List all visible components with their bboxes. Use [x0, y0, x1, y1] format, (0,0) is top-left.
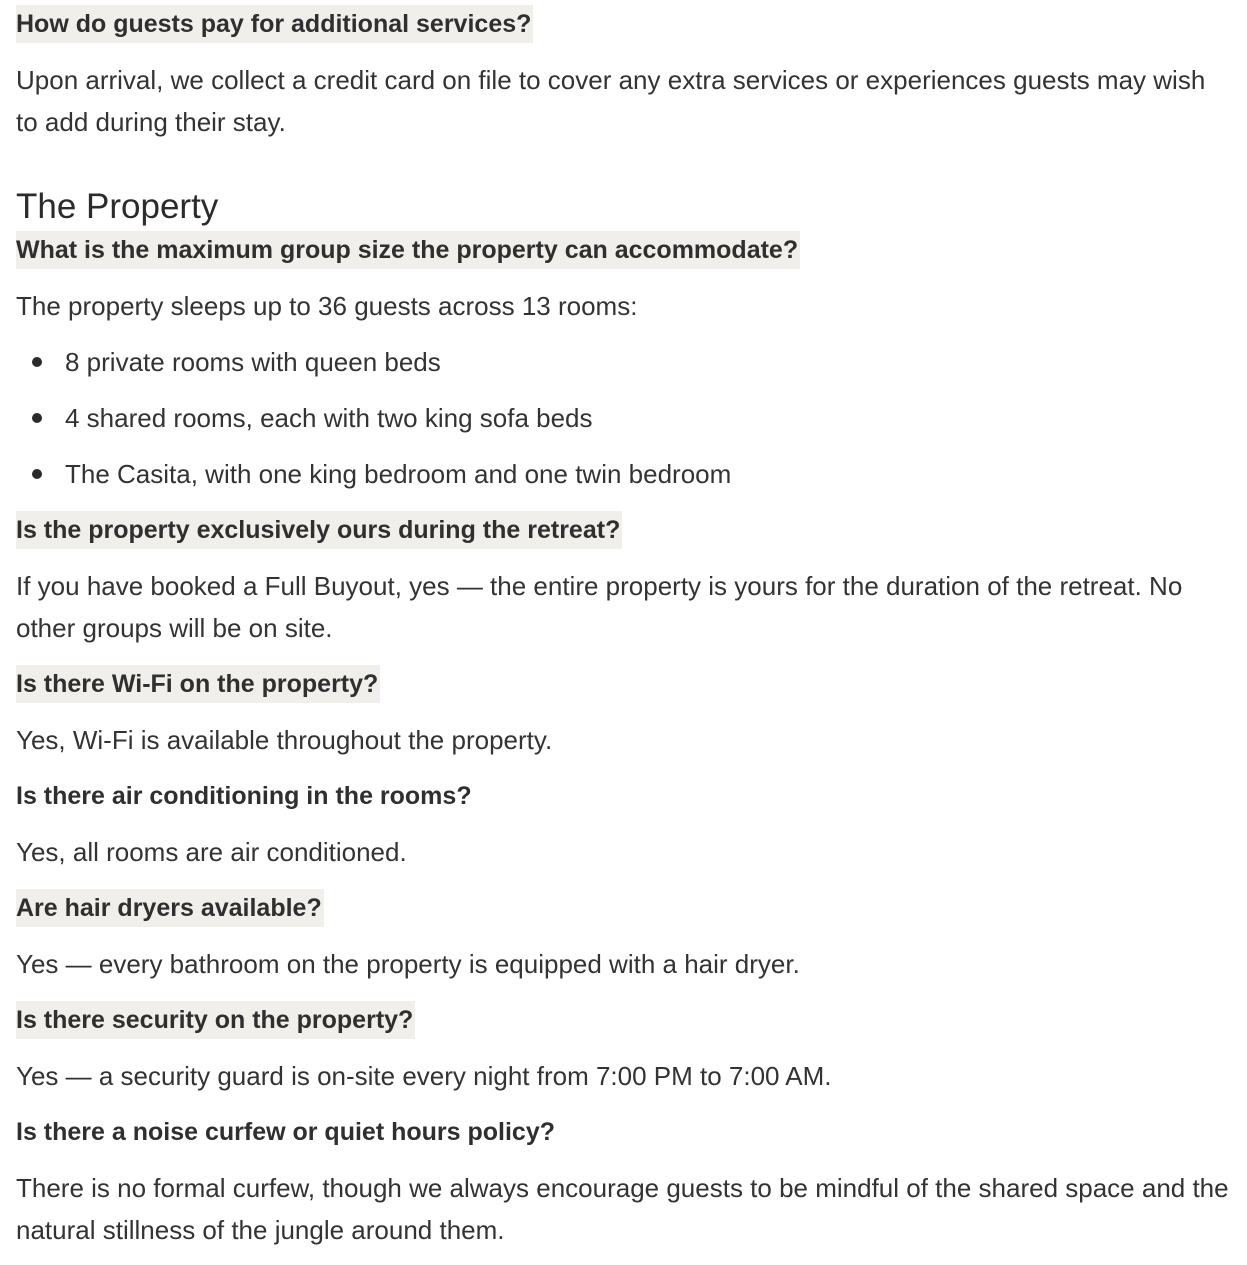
- faq-question-row: [16, 663, 1231, 705]
- list-item-text: 4 shared rooms, each with two king sofa beds: [65, 403, 593, 433]
- faq-question-noise: Is there a noise curfew or quiet hours policy?: [16, 1118, 556, 1146]
- faq-answer-group-size: The property sleeps up to 36 guests across 13 rooms:: [16, 291, 638, 321]
- faq-answer-exclusive: If you have booked a Full Buyout, yes — the entire property is yours for the duration of the retreat. No other groups will be on site.: [16, 571, 1183, 643]
- rooms-list: [16, 341, 1231, 495]
- faq-question-row: [16, 999, 1231, 1041]
- bullet-icon: [32, 357, 42, 367]
- faq-question-payment: How do guests pay for additional services?: [16, 5, 533, 43]
- faq-question-row: [16, 229, 1231, 271]
- list-item: [16, 397, 1231, 439]
- faq-question-exclusive: Is the property exclusively ours during the retreat?: [16, 511, 622, 549]
- faq-question-ac: Is there air conditioning in the rooms?: [16, 782, 472, 810]
- list-item: [16, 341, 1231, 383]
- list-item: [16, 453, 1231, 495]
- list-item-text: The Casita, with one king bedroom and one twin bedroom: [65, 459, 732, 489]
- faq-question-group-size: What is the maximum group size the property can accommodate?: [16, 231, 800, 269]
- faq-answer-security: Yes — a security guard is on-site every night from 7:00 PM to 7:00 AM.: [16, 1061, 832, 1091]
- faq-answer-wifi: Yes, Wi-Fi is available throughout the property.: [16, 725, 553, 755]
- faq-question-row: [16, 1111, 1231, 1153]
- faq-answer-ac: Yes, all rooms are air conditioned.: [16, 837, 407, 867]
- faq-answer-noise: There is no formal curfew, though we always encourage guests to be mindful of the shared space and the natural stillness of the jungle around them.: [16, 1173, 1229, 1245]
- faq-question-security: Is there security on the property?: [16, 1001, 415, 1039]
- bullet-icon: [32, 413, 42, 423]
- list-item-text: 8 private rooms with queen beds: [65, 347, 441, 377]
- faq-question-row: [16, 3, 1231, 45]
- faq-question-row: [16, 775, 1231, 817]
- faq-question-wifi: Is there Wi-Fi on the property?: [16, 665, 380, 703]
- faq-answer-payment: Upon arrival, we collect a credit card on file to cover any extra services or experiences guests may wish to add during their stay.: [16, 65, 1206, 137]
- bullet-icon: [32, 469, 42, 479]
- section-title: The Property: [16, 187, 219, 226]
- faq-question-hair: Are hair dryers available?: [16, 889, 324, 927]
- faq-page: [0, 3, 1247, 1251]
- faq-question-row: [16, 509, 1231, 551]
- faq-question-row: [16, 887, 1231, 929]
- faq-answer-hair: Yes — every bathroom on the property is equipped with a hair dryer.: [16, 949, 800, 979]
